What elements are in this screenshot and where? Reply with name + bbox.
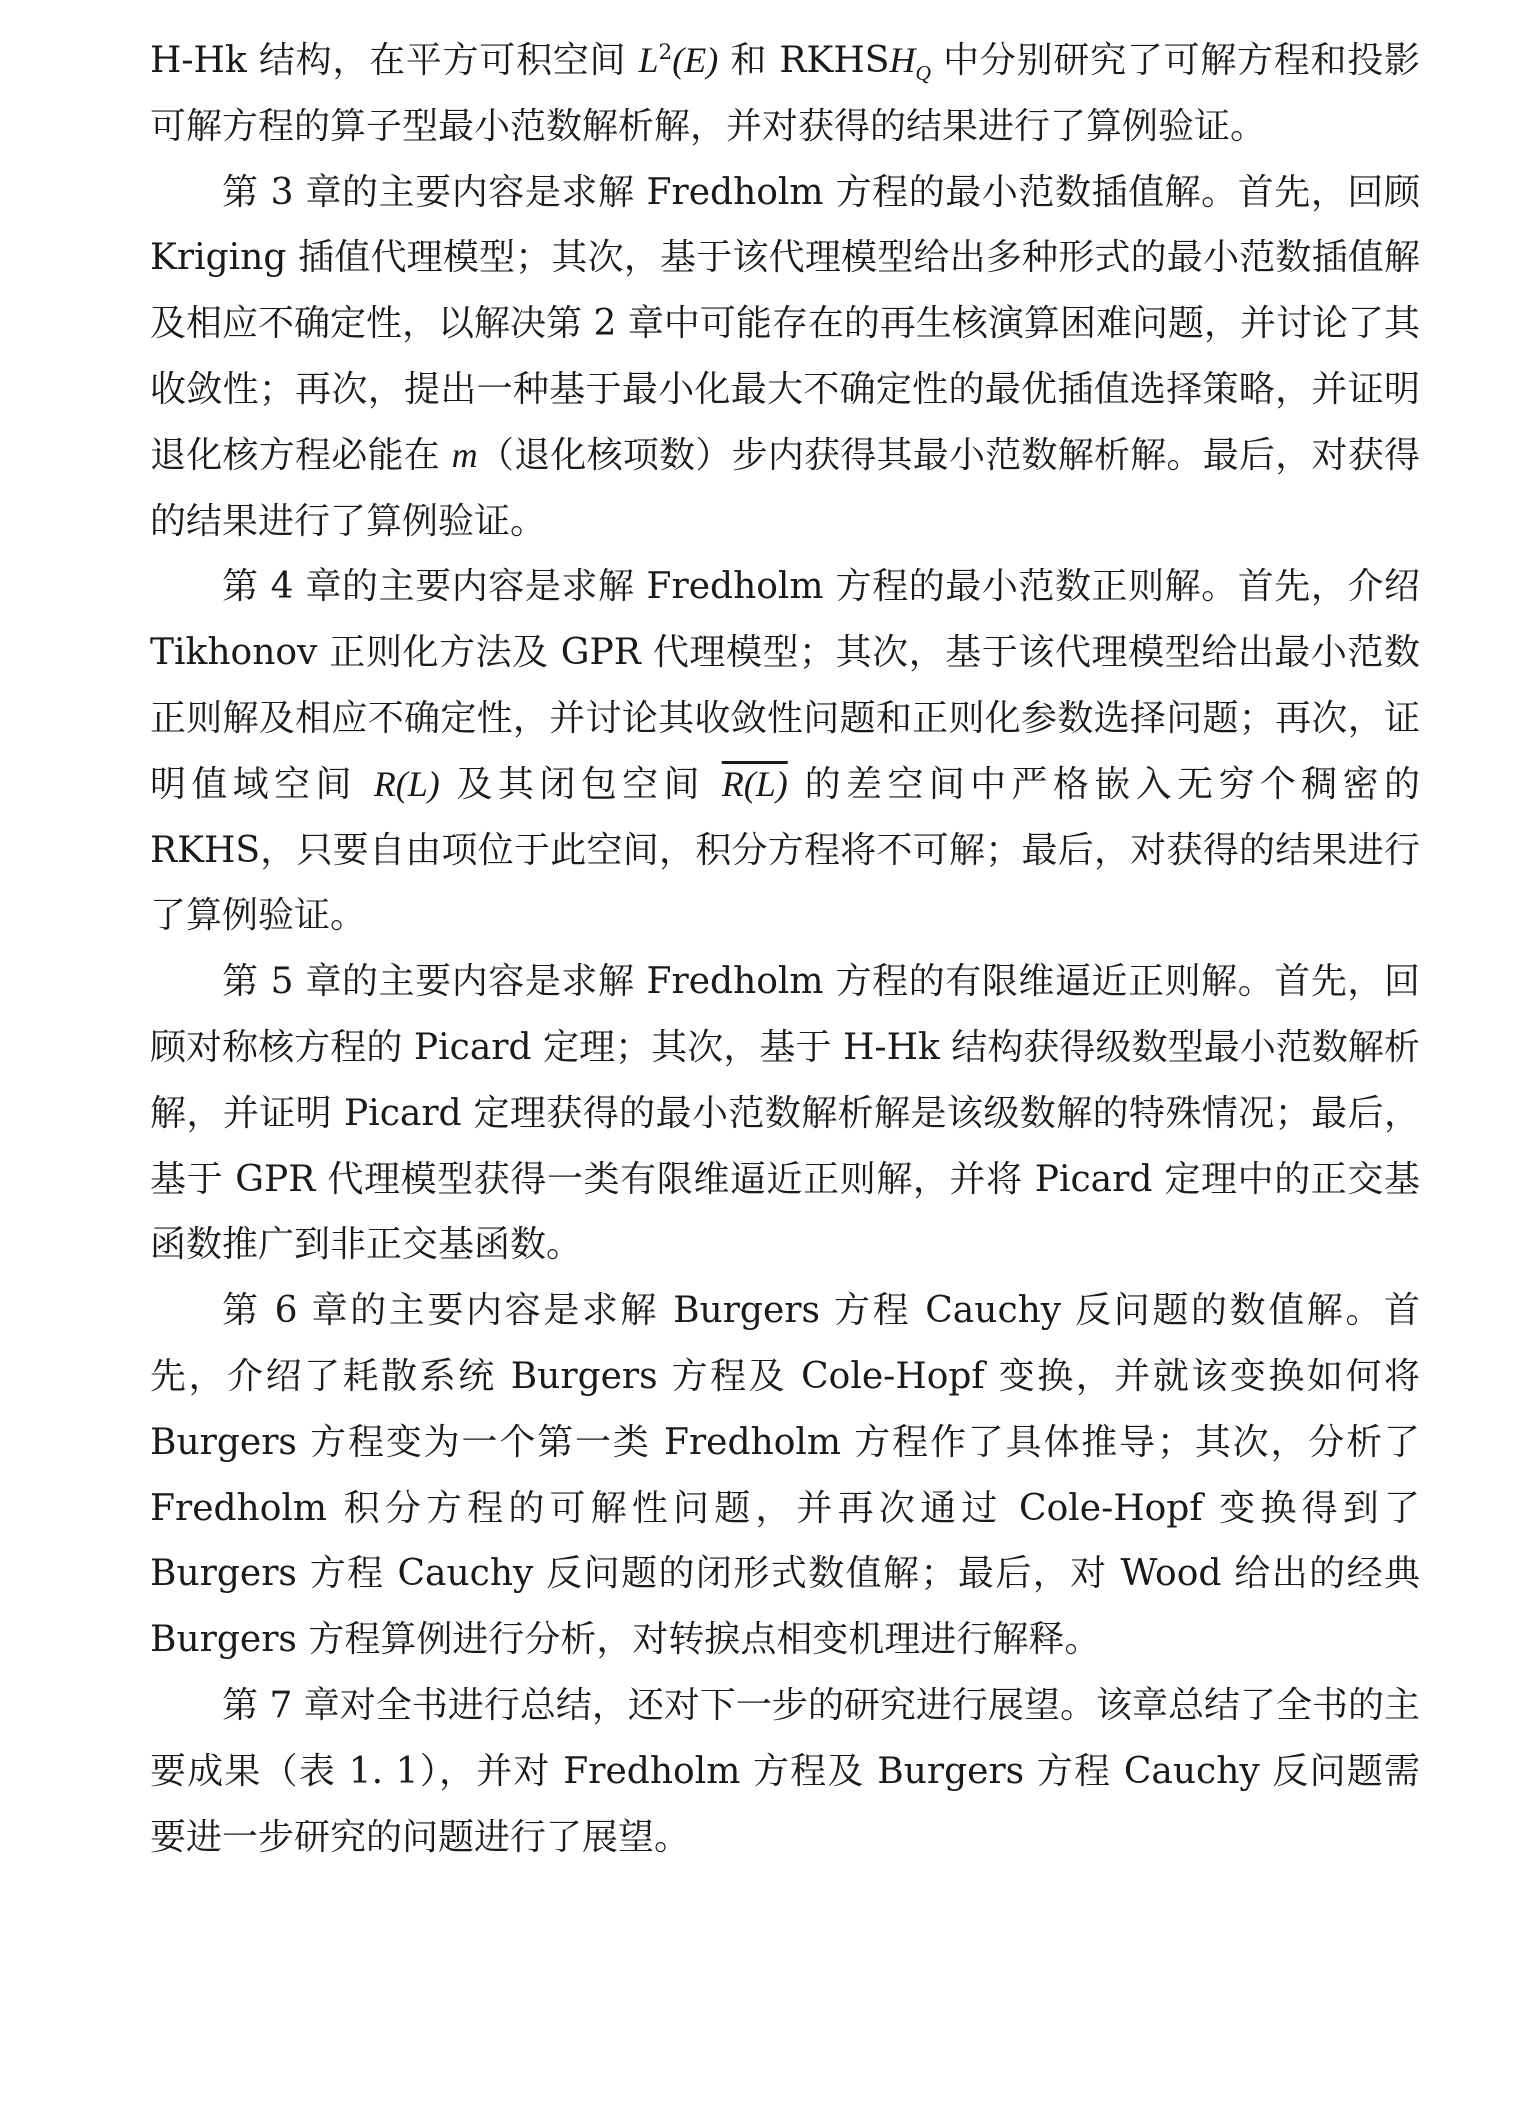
text-run: 和 RKHS [718, 40, 890, 81]
paragraph-chapter-6: 第 6 章的主要内容是求解 Burgers 方程 Cauchy 反问题的数值解。首先，介绍了耗散系统 Burgers 方程及 Cole-Hopf 变换，并就该变换如何将 Burgers 方程变为一个第一类 Fredholm 方程作了具体推导；其次，分析了 Fredholm 积分方程的可解性问题，并再次通过 Cole-Hopf 变换得到了 Burgers 方程 Cauchy 反问题的闭形式数值解；最后，对 Wood 给出的经典 Burgers 方程算例进行分析，对转捩点相变机理进行解释。 [150, 1290, 1420, 1661]
math-subscript: Q [915, 61, 931, 86]
text-run: 中分别研究了可解方程和投影可解方程的算子型最小范数解析解，并对获得的结果进行了算例验证。 [150, 40, 1420, 147]
math-closure-space: R(L) [721, 763, 788, 804]
paragraph-chapter-3 [150, 160, 1420, 555]
text-run: 及其闭包空间 [439, 763, 722, 805]
paragraph-chapter-5: 第 5 章的主要内容是求解 Fredholm 方程的有限维逼近正则解。首先，回顾对称核方程的 Picard 定理；其次，基于 H-Hk 结构获得级数型最小范数解析解，并证明 Picard 定理获得的最小范数解析解是该级数解的特殊情况；最后，基于 GPR 代理模型获得一类有限维逼近正则解，并将 Picard 定理中的正交基函数推广到非正交基函数。 [150, 961, 1420, 1266]
text-run: 第 3 章的主要内容是求解 Fredholm 方程的最小范数插值解。首先，回顾 Kriging 插值代理模型；其次，基于该代理模型给出多种形式的最小范数插值解及相应不确定性，以解决第 2 章中可能存在的再生核演算困难问题，并讨论了其收敛性；再次，提出一种基于最小化最大不确定性的最优插值选择策略，并证明退化核方程必能在 [150, 171, 1420, 476]
math-m: m [451, 434, 478, 475]
text-run: H-Hk 结构，在平方可积空间 [150, 40, 639, 81]
document-page [150, 28, 1420, 1870]
paragraph-hhk-structure [150, 28, 1420, 160]
text-run: （退化核项数）步内获得其最小范数解析解。最后，对获得的结果进行了算例验证。 [150, 434, 1420, 542]
math-range-space: R(L) [373, 763, 440, 804]
math-l: L [638, 40, 659, 80]
math-e: (E) [672, 40, 719, 80]
text-run: 的差空间中严格嵌入无穷个稠密的 RKHS，只要自由项位于此空间，积分方程将不可解；最后，对获得的结果进行了算例验证。 [150, 763, 1420, 937]
paragraph-chapter-7: 第 7 章对全书进行总结，还对下一步的研究进行展望。该章总结了全书的主要成果（表 1. 1），并对 Fredholm 方程及 Burgers 方程 Cauchy 反问题需要进一步研究的问题进行了展望。 [150, 1684, 1420, 1858]
text-run: 第 4 章的主要内容是求解 Fredholm 方程的最小范数正则解。首先，介绍 Tikhonov 正则化方法及 GPR 代理模型；其次，基于该代理模型给出最小范数正则解及相应不确定性，并讨论其收敛性问题和正则化参数选择问题；再次，证明值域空间 [150, 566, 1420, 805]
math-h: H [889, 40, 916, 80]
paragraph-chapter-4 [150, 554, 1420, 949]
math-superscript: 2 [658, 40, 673, 65]
